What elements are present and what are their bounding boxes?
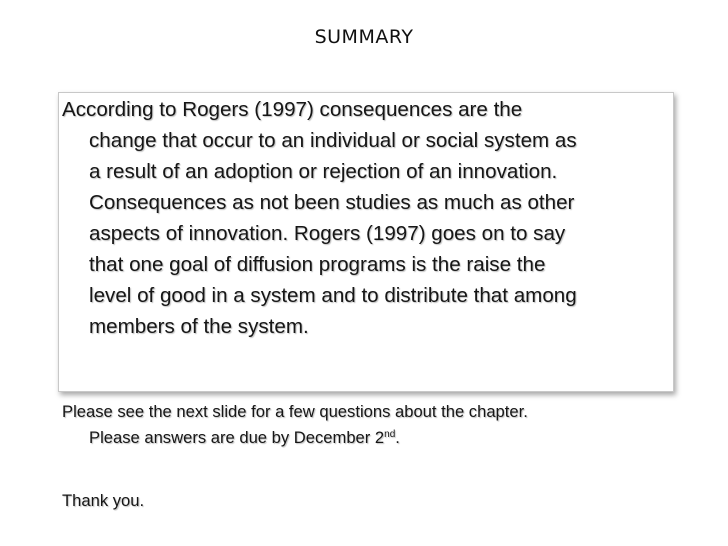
summary-line: Consequences as not been studies as much as other [89,191,575,214]
summary-paragraph [62,94,674,342]
closing-text: Thank you. [62,491,145,510]
summary-line: According to Rogers (1997) consequences are the [62,98,523,121]
summary-line: change that occur to an individual or social system as [89,129,577,152]
summary-line: members of the system. [89,315,309,338]
note-line: Please see the next slide for a few questions about the chapter. [62,402,528,421]
note-due-text: Please answers are due by December 2 [89,428,385,447]
summary-line: level of good in a system and to distribute that among [89,284,577,307]
summary-line: that one goal of diffusion programs is the raise the [89,253,546,276]
ordinal-suffix: nd [384,429,396,440]
summary-line: aspects of innovation. Rogers (1997) goes on to say [89,222,566,245]
note-period: . [395,428,400,447]
slide-title: SUMMARY [314,26,414,48]
note-line-due-date [62,425,682,451]
summary-line: a result of an adoption or rejection of an innovation. [89,160,558,183]
note-paragraph [62,399,682,451]
